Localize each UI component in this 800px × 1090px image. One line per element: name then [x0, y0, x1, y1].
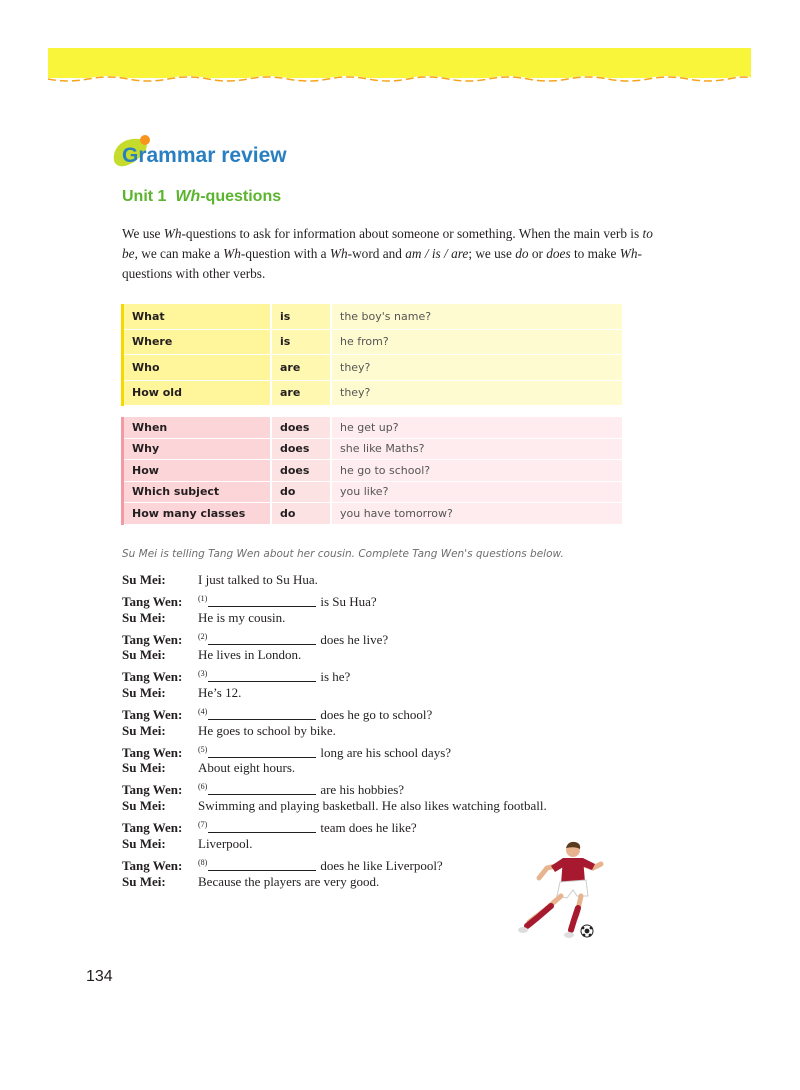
grammar-table-be	[121, 304, 622, 406]
dialogue-line	[122, 684, 602, 703]
table-row	[123, 380, 623, 406]
dialogue-line	[122, 571, 602, 590]
speaker: Tang Wen:	[122, 593, 183, 609]
line-text: long are his school days?	[320, 744, 452, 760]
line-text: He’s 12.	[198, 685, 242, 701]
dialogue-line	[122, 628, 602, 647]
verb: are	[271, 380, 331, 406]
section-title: Grammar review	[122, 144, 287, 167]
speaker: Su Mei:	[122, 685, 166, 701]
speaker: Su Mei:	[122, 609, 166, 625]
dialogue-line	[122, 797, 602, 816]
grammar-table-do	[121, 417, 622, 525]
line-text: team does he like?	[320, 819, 417, 835]
dialogue-line	[122, 646, 602, 665]
line-text: Because the players are very good.	[198, 873, 380, 889]
wh-word: Why	[123, 438, 272, 460]
answer-blank-1[interactable]	[208, 594, 316, 607]
answer-blank-7[interactable]	[208, 820, 316, 833]
line-text: He goes to school by bike.	[198, 722, 336, 738]
question-rest: he from?	[331, 329, 622, 355]
table-row	[123, 355, 623, 381]
football-player-illustration	[515, 838, 605, 940]
line-text: does he live?	[320, 631, 389, 647]
speaker: Su Mei:	[122, 835, 166, 851]
speaker: Su Mei:	[122, 798, 166, 814]
speaker: Tang Wen:	[122, 631, 183, 647]
question-rest: you like?	[331, 481, 622, 503]
answer-blank-3[interactable]	[208, 669, 316, 682]
line-text: is Su Hua?	[320, 593, 377, 609]
dialogue-line	[122, 759, 602, 778]
line-text: is he?	[320, 669, 351, 685]
wh-word: How many classes	[123, 503, 272, 525]
question-rest: you have tomorrow?	[331, 503, 622, 525]
question-number: (8)	[198, 857, 208, 867]
question-number: (6)	[198, 782, 208, 792]
table-row	[123, 438, 623, 460]
question-number: (2)	[198, 631, 208, 641]
question-number: (5)	[198, 744, 208, 754]
unit-title	[122, 188, 281, 206]
line-text: Liverpool.	[198, 835, 253, 851]
answer-blank-5[interactable]	[208, 745, 316, 758]
answer-blank-2[interactable]	[208, 632, 316, 645]
answer-blank-4[interactable]	[208, 707, 316, 720]
wh-word: Who	[123, 355, 272, 381]
line-text: are his hobbies?	[320, 782, 405, 798]
speaker: Tang Wen:	[122, 819, 183, 835]
wh-word: Which subject	[123, 481, 272, 503]
table-row	[123, 481, 623, 503]
speaker: Tang Wen:	[122, 857, 183, 873]
dialogue-line	[122, 778, 602, 797]
header-banner	[48, 48, 751, 84]
line-text: He lives in London.	[198, 647, 302, 663]
speaker: Tang Wen:	[122, 744, 183, 760]
question-number: (4)	[198, 706, 208, 716]
table-row	[123, 304, 623, 329]
answer-blank-6[interactable]	[208, 782, 316, 795]
unit-prefix: Unit 1	[122, 188, 176, 205]
exercise-instruction: Su Mei is telling Tang Wen about her cousin. Complete Tang Wen's questions below.	[122, 548, 564, 560]
dialogue-line	[122, 665, 602, 684]
speaker: Tang Wen:	[122, 669, 183, 685]
question-rest: he get up?	[331, 417, 622, 438]
line-text: I just talked to Su Hua.	[198, 572, 318, 587]
dialogue-line	[122, 590, 602, 609]
verb: do	[271, 503, 331, 525]
table-row	[123, 503, 623, 525]
wh-word: How old	[123, 380, 272, 406]
table-row	[123, 460, 623, 482]
wh-word: Where	[123, 329, 272, 355]
question-number: (1)	[198, 593, 208, 603]
answer-blank-8[interactable]	[208, 858, 316, 871]
line-text: Swimming and playing basketball. He also likes watching football.	[198, 798, 547, 814]
wh-word: What	[123, 304, 272, 329]
question-rest: she like Maths?	[331, 438, 622, 460]
unit-wh: Wh	[175, 188, 201, 205]
question-rest: they?	[331, 380, 622, 406]
verb: does	[271, 438, 331, 460]
table-row	[123, 417, 623, 438]
question-rest: he go to school?	[331, 460, 622, 482]
speaker: Su Mei:	[122, 722, 166, 738]
speaker: Su Mei:	[122, 572, 166, 587]
wh-word: When	[123, 417, 272, 438]
speaker: Su Mei:	[122, 647, 166, 663]
question-number: (7)	[198, 819, 208, 829]
dialogue-line	[122, 609, 602, 628]
dialogue-line	[122, 741, 602, 760]
dialogue-line	[122, 722, 602, 741]
table-row	[123, 329, 623, 355]
speaker: Su Mei:	[122, 873, 166, 889]
intro-paragraph: We use Wh-questions to ask for information about someone or something. When the main verb is to be, we can make a Wh-question with a Wh-word and am / is / are; we use do or does to make Wh-questions with other verbs.	[122, 226, 653, 281]
line-text: does he like Liverpool?	[320, 857, 443, 873]
wh-word: How	[123, 460, 272, 482]
verb: does	[271, 417, 331, 438]
unit-suffix: -questions	[200, 188, 282, 205]
verb: are	[271, 355, 331, 381]
verb: does	[271, 460, 331, 482]
line-text: He is my cousin.	[198, 609, 286, 625]
speaker: Tang Wen:	[122, 706, 183, 722]
dialogue-line	[122, 703, 602, 722]
question-rest: they?	[331, 355, 622, 381]
dialogue-line	[122, 816, 602, 835]
speaker: Su Mei:	[122, 760, 166, 776]
verb: is	[271, 329, 331, 355]
speaker: Tang Wen:	[122, 782, 183, 798]
verb: is	[271, 304, 331, 329]
question-number: (3)	[198, 669, 208, 679]
verb: do	[271, 481, 331, 503]
line-text: does he go to school?	[320, 706, 433, 722]
line-text: About eight hours.	[198, 760, 296, 776]
page-number: 134	[86, 968, 113, 985]
question-rest: the boy's name?	[331, 304, 622, 329]
